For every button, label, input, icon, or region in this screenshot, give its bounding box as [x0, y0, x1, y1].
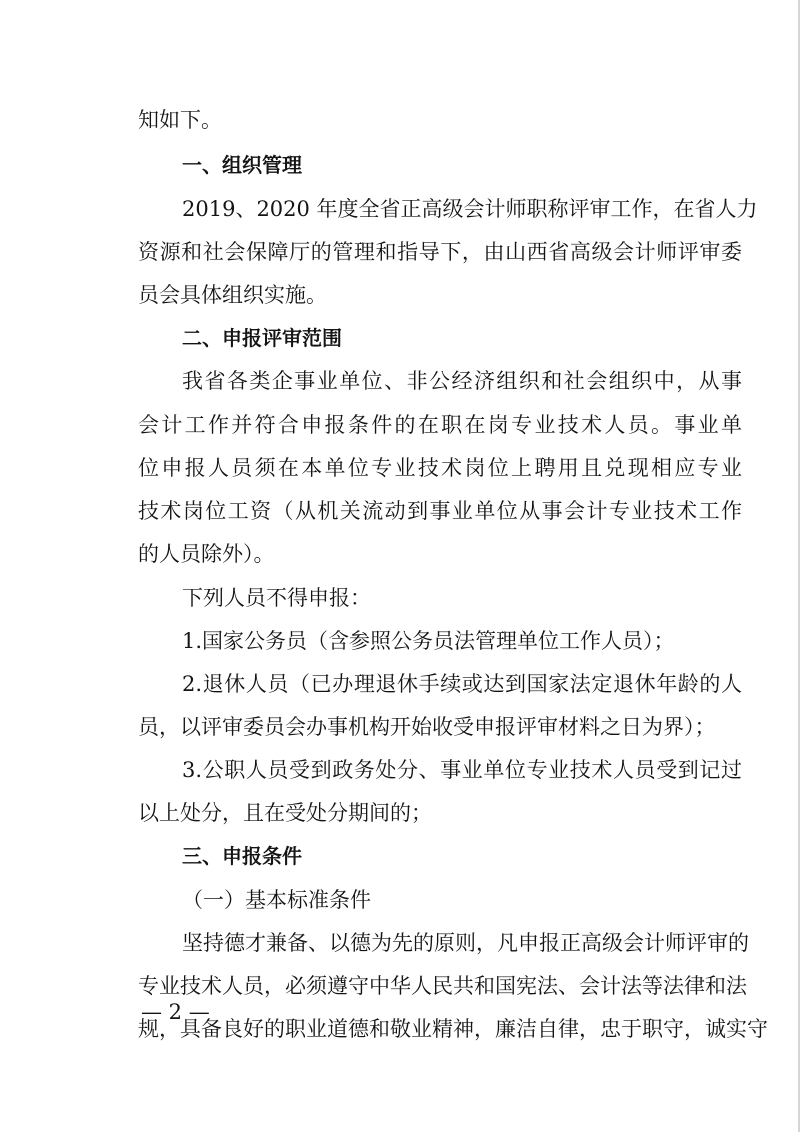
section-heading-organization: 一、组织管理	[182, 153, 302, 177]
section-heading-scope: 二、申报评审范围	[182, 326, 342, 350]
paragraph-line: 下列人员不得申报：	[182, 586, 371, 610]
paragraph-line: 知如下。	[138, 108, 222, 132]
list-item-2: 2.退休人员（已办理退休手续或达到国家法定退休年龄的人	[182, 672, 742, 696]
list-item-3: 3.公职人员受到政务处分、事业单位专业技术人员受到记过	[182, 758, 742, 782]
paragraph-line: 我省各类企事业单位、非公经济组织和社会组织中，从事	[182, 369, 742, 393]
subsection-heading-basic-conditions: （一）基本标准条件	[182, 888, 371, 912]
list-item-1: 1.国家公务员（含参照公务员法管理单位工作人员）；	[182, 629, 675, 653]
paragraph-line: 规，具备良好的职业道德和敬业精神，廉洁自律，忠于职守，诚实守	[138, 1017, 768, 1041]
paragraph-line: 会计工作并符合申报条件的在职在岗专业技术人员。事业单	[138, 413, 742, 437]
paragraph-line: 位申报人员须在本单位专业技术岗位上聘用且兑现相应专业	[138, 456, 742, 480]
paragraph-line: 资源和社会保障厅的管理和指导下，由山西省高级会计师评审委	[138, 240, 742, 264]
page-number: — 2 —	[141, 1000, 210, 1024]
paragraph-line: 2019、2020 年度全省正高级会计师职称评审工作，在省人力	[182, 197, 758, 221]
section-heading-conditions: 三、申报条件	[182, 844, 302, 868]
paragraph-line: 技术岗位工资（从机关流动到事业单位从事会计专业技术工作	[138, 499, 742, 523]
paragraph-line: 员会具体组织实施。	[138, 283, 327, 307]
list-item-2-continued: 员，以评审委员会办事机构开始收受申报评审材料之日为界）；	[138, 715, 716, 739]
paragraph-line: 专业技术人员，必须遵守中华人民共和国宪法、会计法等法律和法	[138, 974, 747, 998]
paragraph-line: 的人员除外）。	[138, 542, 275, 566]
paragraph-line: 坚持德才兼备、以德为先的原则，凡申报正高级会计师评审的	[182, 931, 749, 955]
list-item-3-continued: 以上处分，且在受处分期间的；	[138, 801, 432, 825]
